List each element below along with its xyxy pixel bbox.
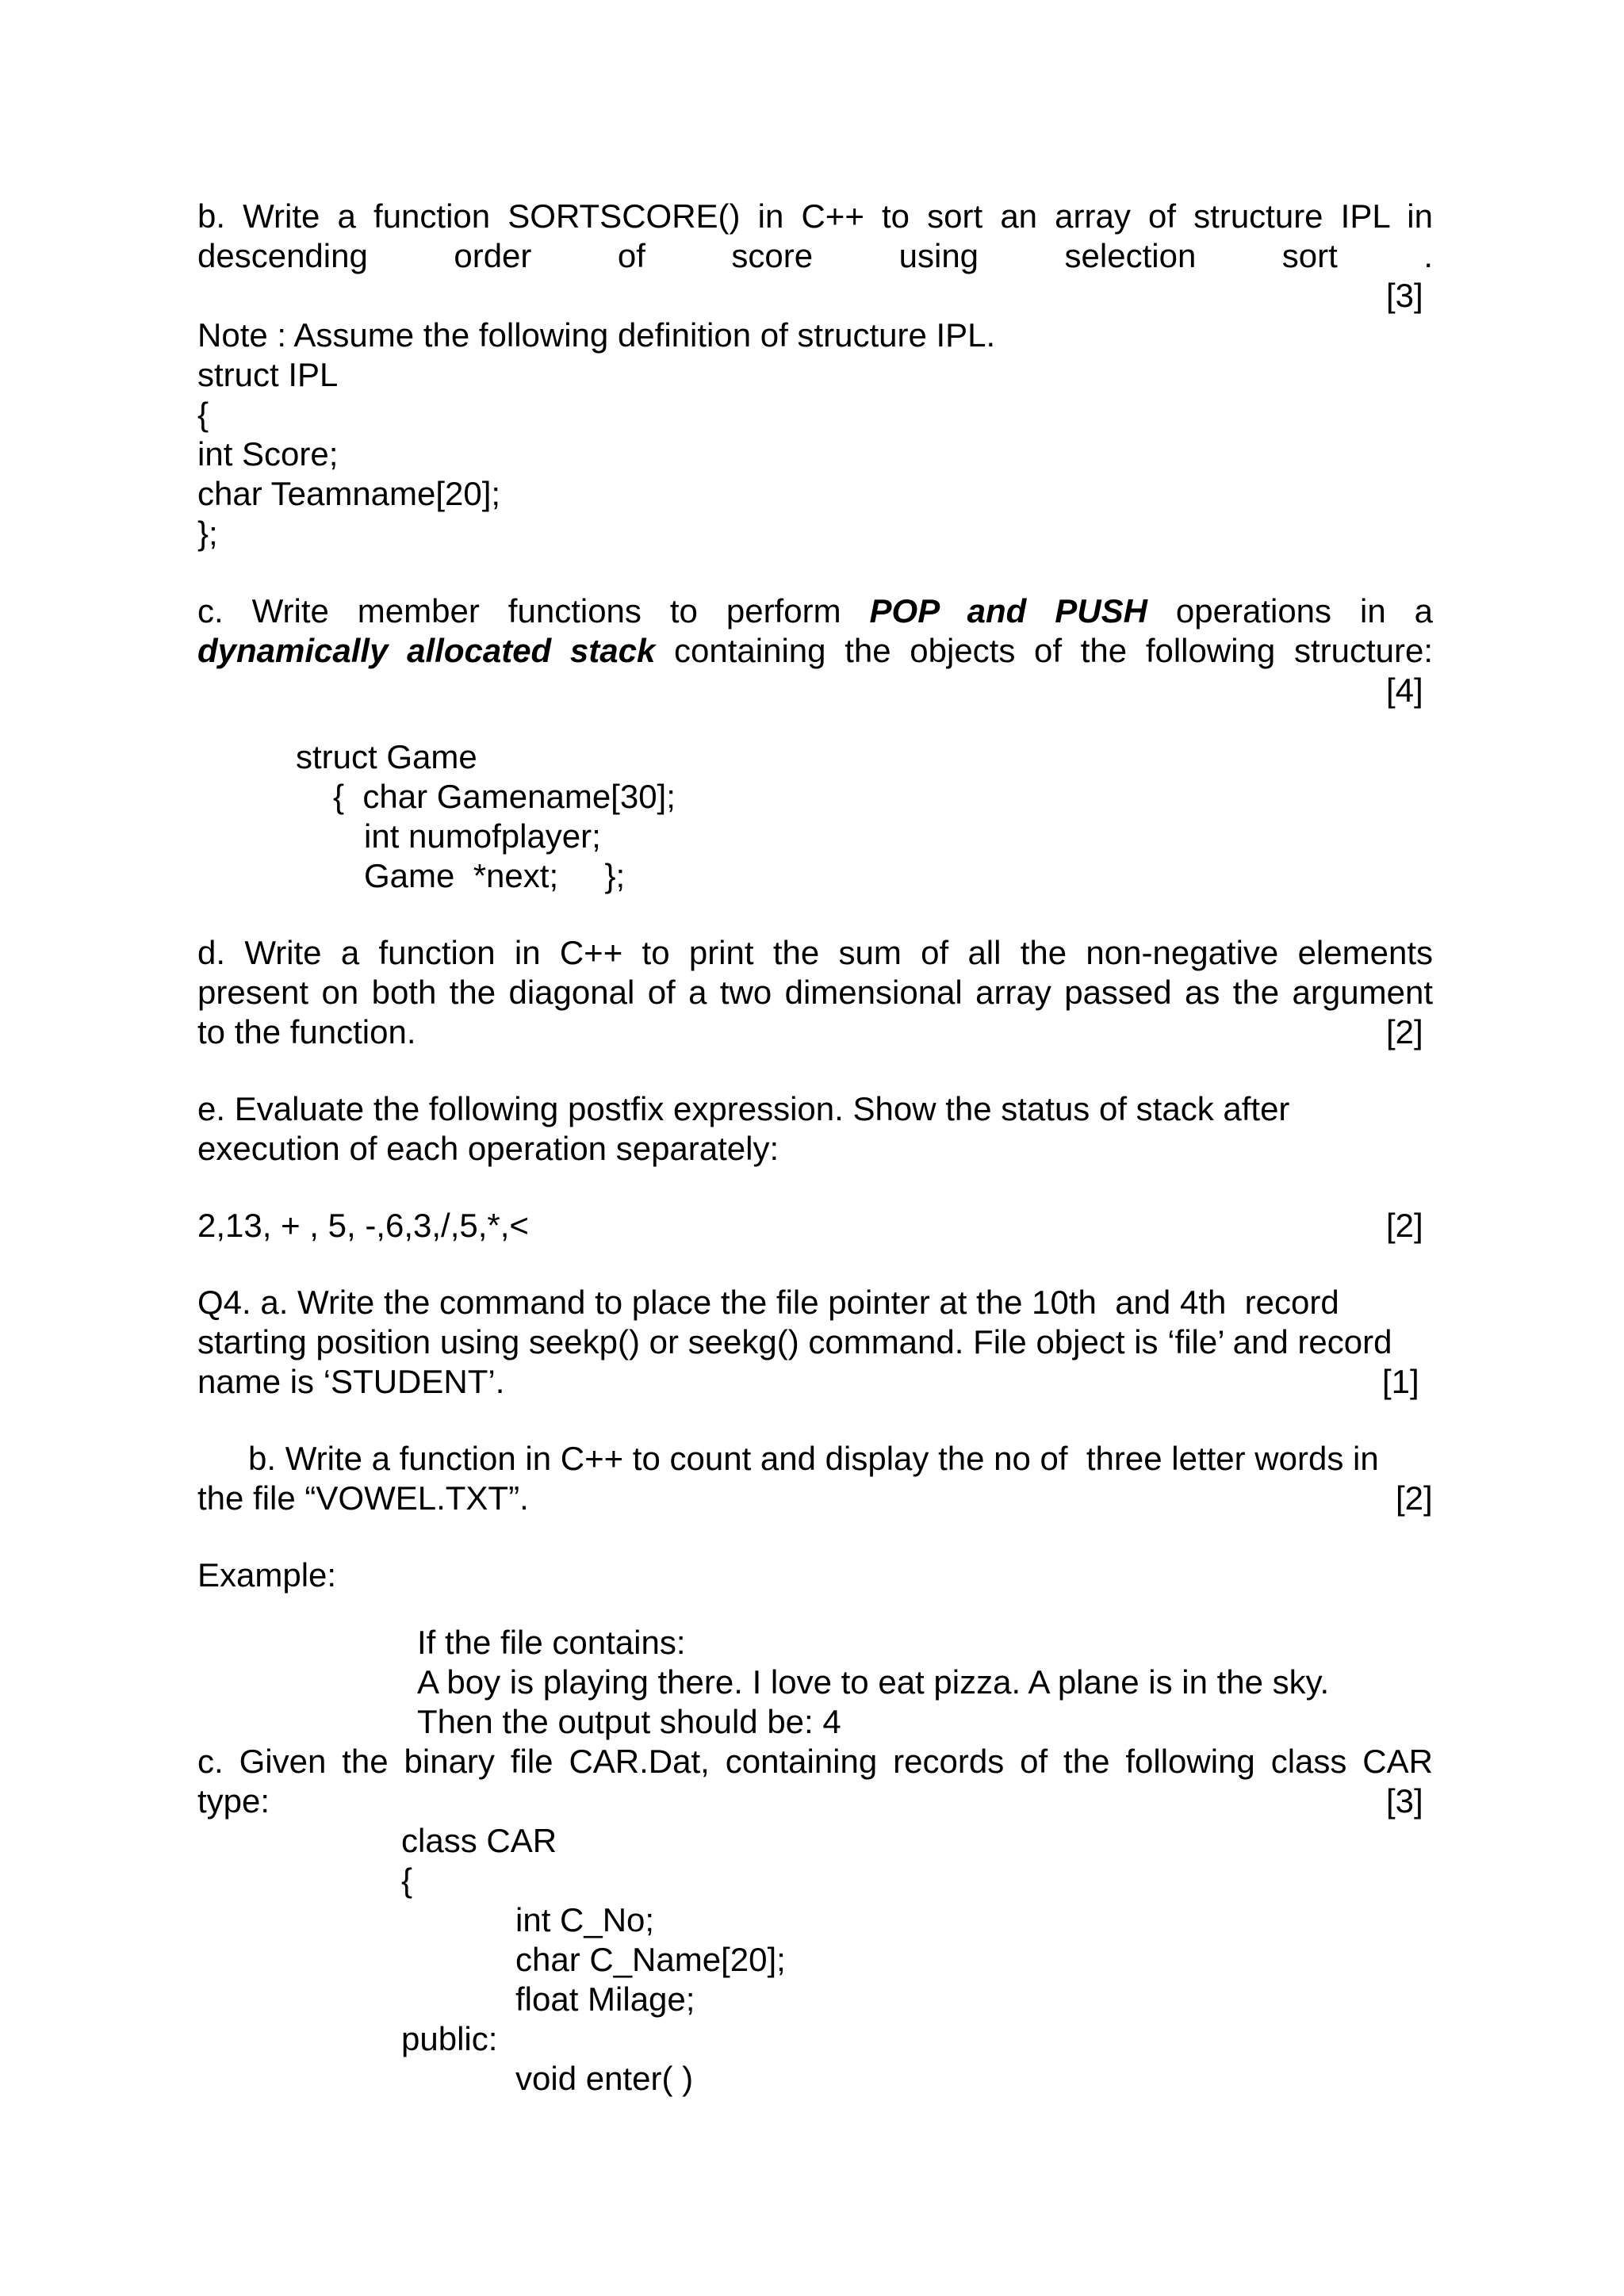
q3b-line2: descending order of score using selection sort .: [197, 237, 1433, 274]
q4a-line3: name is ‘STUDENT’.: [197, 1363, 505, 1400]
q4c-code-line: void enter( ): [515, 2060, 694, 2097]
q4b-example-line: If the file contains:: [417, 1624, 686, 1661]
q3c-code-line: struct Game: [296, 738, 477, 775]
q4b-line2: the file “VOWEL.TXT”.: [197, 1479, 529, 1517]
q4a-marks: [1]: [1382, 1363, 1419, 1400]
q4b-example-line: A boy is playing there. I love to eat pizza. A plane is in the sky.: [417, 1663, 1330, 1701]
q4c-marks: [3]: [1386, 1782, 1423, 1820]
q4c-line2: type:: [197, 1782, 270, 1820]
q3d-line3: to the function.: [197, 1013, 416, 1050]
q3b-marks: [3]: [1386, 277, 1423, 314]
q3b-code-line: int Score;: [197, 435, 339, 473]
q4c-line1: c. Given the binary file CAR.Dat, containing records of the following class CAR: [197, 1743, 1433, 1780]
q4b-example-label: Example:: [197, 1556, 337, 1594]
q3c-code-line: Game *next; };: [364, 857, 626, 894]
q3e-expression: 2,13, + , 5, -,6,3,/,5,*,<: [197, 1207, 529, 1244]
q4b-line1: b. Write a function in C++ to count and display the no of three letter words in: [248, 1440, 1379, 1477]
q3c-code-line: { char Gamename[30];: [333, 778, 676, 815]
q3b-code-line: struct IPL: [197, 356, 339, 393]
q3b-code-line: {: [197, 396, 209, 433]
q3e-line1: e. Evaluate the following postfix expression. Show the status of stack after: [197, 1090, 1290, 1127]
q3e-marks: [2]: [1386, 1207, 1423, 1244]
q4a-line1: Q4. a. Write the command to place the file pointer at the 10th and 4th record: [197, 1284, 1339, 1321]
q3d-line2: present on both the diagonal of a two dimensional array passed as the argument: [197, 974, 1433, 1011]
q3b-code-line: };: [197, 515, 218, 552]
q4c-code-line: {: [401, 1862, 413, 1899]
q4c-code-line: char C_Name[20];: [515, 1941, 786, 1978]
q3d-marks: [2]: [1386, 1013, 1423, 1050]
q4c-code-line: float Milage;: [515, 1980, 695, 2018]
q3c-text: c. Write member functions to perform: [197, 592, 870, 629]
q4a-line2: starting position using seekp() or seekg() command. File object is ‘file’ and record: [197, 1323, 1392, 1360]
q3e-line2: execution of each operation separately:: [197, 1130, 779, 1167]
q3c-line2: [197, 631, 1433, 671]
q4c-code-line: class CAR: [401, 1822, 557, 1859]
q4c-code-line: int C_No;: [515, 1901, 655, 1938]
q4b-marks: [2]: [1396, 1479, 1433, 1517]
q3b-line1: b. Write a function SORTSCORE() in C++ to sort an array of structure IPL in: [197, 197, 1433, 235]
q3b-code-line: char Teamname[20];: [197, 475, 501, 512]
q3c-marks: [4]: [1386, 672, 1423, 709]
q3d-line1: d. Write a function in C++ to print the sum of all the non-negative elements: [197, 934, 1433, 971]
q3b-note: Note : Assume the following definition of structure IPL.: [197, 316, 996, 354]
q3c-line1: [197, 591, 1433, 631]
q4c-code-line: public:: [401, 2020, 498, 2057]
q3c-text: containing the objects of the following structure:: [655, 632, 1433, 669]
q3c-text: operations in a: [1147, 592, 1433, 629]
q3c-code-line: int numofplayer;: [364, 817, 601, 855]
q4b-example-line: Then the output should be: 4: [417, 1703, 841, 1740]
q3c-emphasis-pop-push: POP and PUSH: [869, 592, 1147, 629]
q3c-emphasis-stack: dynamically allocated stack: [197, 632, 656, 669]
